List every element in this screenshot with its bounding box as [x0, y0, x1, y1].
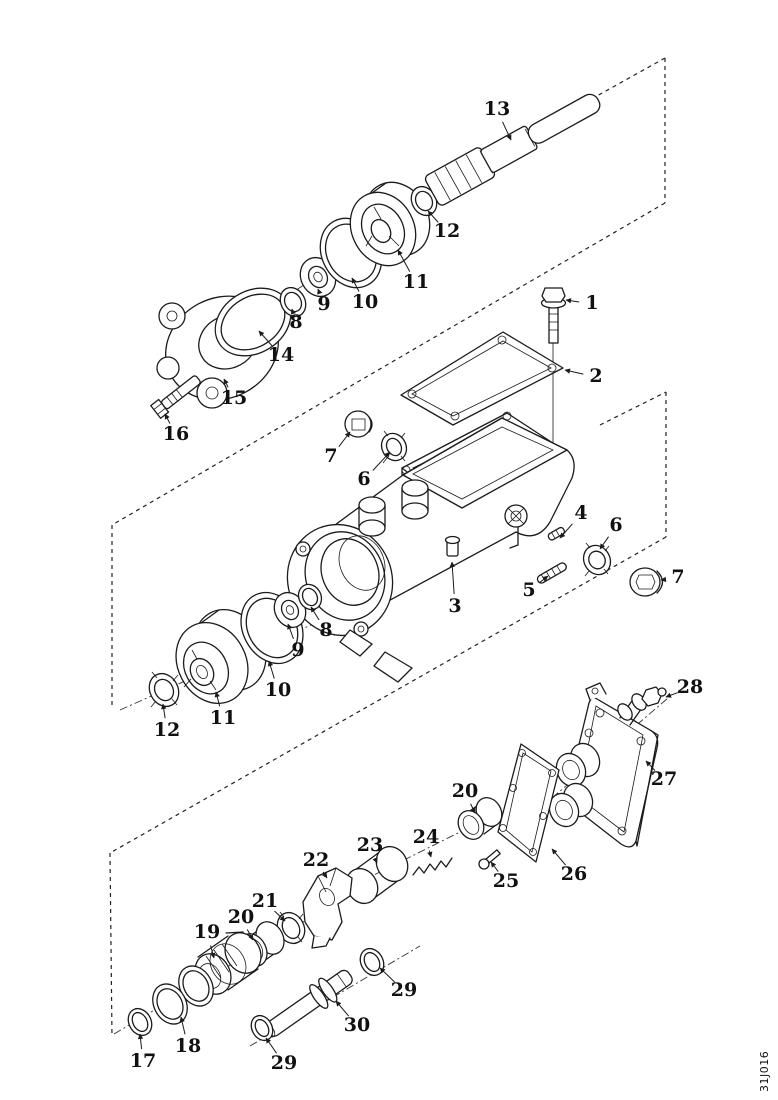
- callout-25-32: 25: [492, 870, 520, 892]
- part-6b-washer: [578, 541, 615, 580]
- callout-4-3: 4: [574, 502, 588, 524]
- callout-leader-6-7: [373, 452, 390, 470]
- callout-19-25: 19: [193, 921, 221, 943]
- figure-code: 31J016: [758, 1050, 771, 1092]
- part-4-pin: [547, 526, 565, 541]
- part-2-gasket: [401, 332, 563, 425]
- callout-7-6: 7: [671, 566, 685, 588]
- callout-8-9: 8: [289, 311, 303, 333]
- part-29a-ring: [356, 944, 389, 979]
- callout-leader-2-1: [565, 370, 583, 374]
- callout-12-13: 12: [433, 220, 461, 242]
- part-25-screw: [477, 848, 502, 871]
- callout-29-36: 29: [390, 979, 418, 1001]
- callout-1-0: 1: [585, 292, 599, 314]
- part-26-gasket: [498, 744, 559, 862]
- callout-leader-24-30: [429, 851, 431, 857]
- callout-6-5: 6: [609, 514, 623, 536]
- callout-11-21: 11: [209, 707, 237, 729]
- callout-leader-29-38: [266, 1038, 277, 1053]
- part-24-spring: [413, 858, 452, 875]
- callout-15-16: 15: [220, 387, 248, 409]
- callout-20-31: 20: [451, 780, 479, 802]
- callout-leader-7-8: [339, 432, 350, 447]
- callout-10-11: 10: [351, 291, 379, 313]
- callout-14-15: 14: [267, 344, 295, 366]
- callout-5-4: 5: [522, 579, 536, 601]
- callout-21-27: 21: [251, 890, 279, 912]
- callout-leader-1-0: [566, 300, 579, 302]
- callout-30-37: 30: [343, 1014, 371, 1036]
- part-6a-washer: [377, 429, 411, 465]
- part-29b-ring: [247, 1012, 277, 1044]
- callout-18-24: 18: [174, 1035, 202, 1057]
- part-12b-ring: [144, 668, 185, 711]
- callout-7-8: 7: [324, 445, 338, 467]
- callout-17-23: 17: [129, 1050, 157, 1072]
- callout-26-33: 26: [560, 863, 588, 885]
- callout-28-35: 28: [676, 676, 704, 698]
- callout-23-29: 23: [356, 834, 384, 856]
- callout-29-38: 29: [270, 1052, 298, 1074]
- part-22-bracket: [303, 868, 352, 948]
- callout-leader-3-2: [452, 562, 454, 594]
- callout-8-18: 8: [319, 619, 333, 641]
- callout-24-30: 24: [412, 826, 440, 848]
- callout-leader-17-23: [140, 1034, 142, 1049]
- callout-2-1: 2: [589, 365, 603, 387]
- callout-16-17: 16: [162, 423, 190, 445]
- part-5-spring-pin: [536, 562, 568, 585]
- callout-12-22: 12: [153, 719, 181, 741]
- callout-22-28: 22: [302, 849, 330, 871]
- callout-10-20: 10: [264, 679, 292, 701]
- callout-20-26: 20: [227, 906, 255, 928]
- callout-leader-6-5: [600, 537, 609, 549]
- callout-9-10: 9: [317, 293, 331, 315]
- callout-11-12: 11: [402, 271, 430, 293]
- part-3-plug: [446, 537, 460, 557]
- callout-9-19: 9: [291, 639, 305, 661]
- part-7b-plug: [630, 568, 663, 596]
- part-13-shaft: [424, 85, 607, 207]
- callout-3-2: 3: [448, 595, 462, 617]
- callout-6-7: 6: [357, 468, 371, 490]
- callout-13-14: 13: [483, 98, 511, 120]
- callout-27-34: 27: [650, 768, 678, 790]
